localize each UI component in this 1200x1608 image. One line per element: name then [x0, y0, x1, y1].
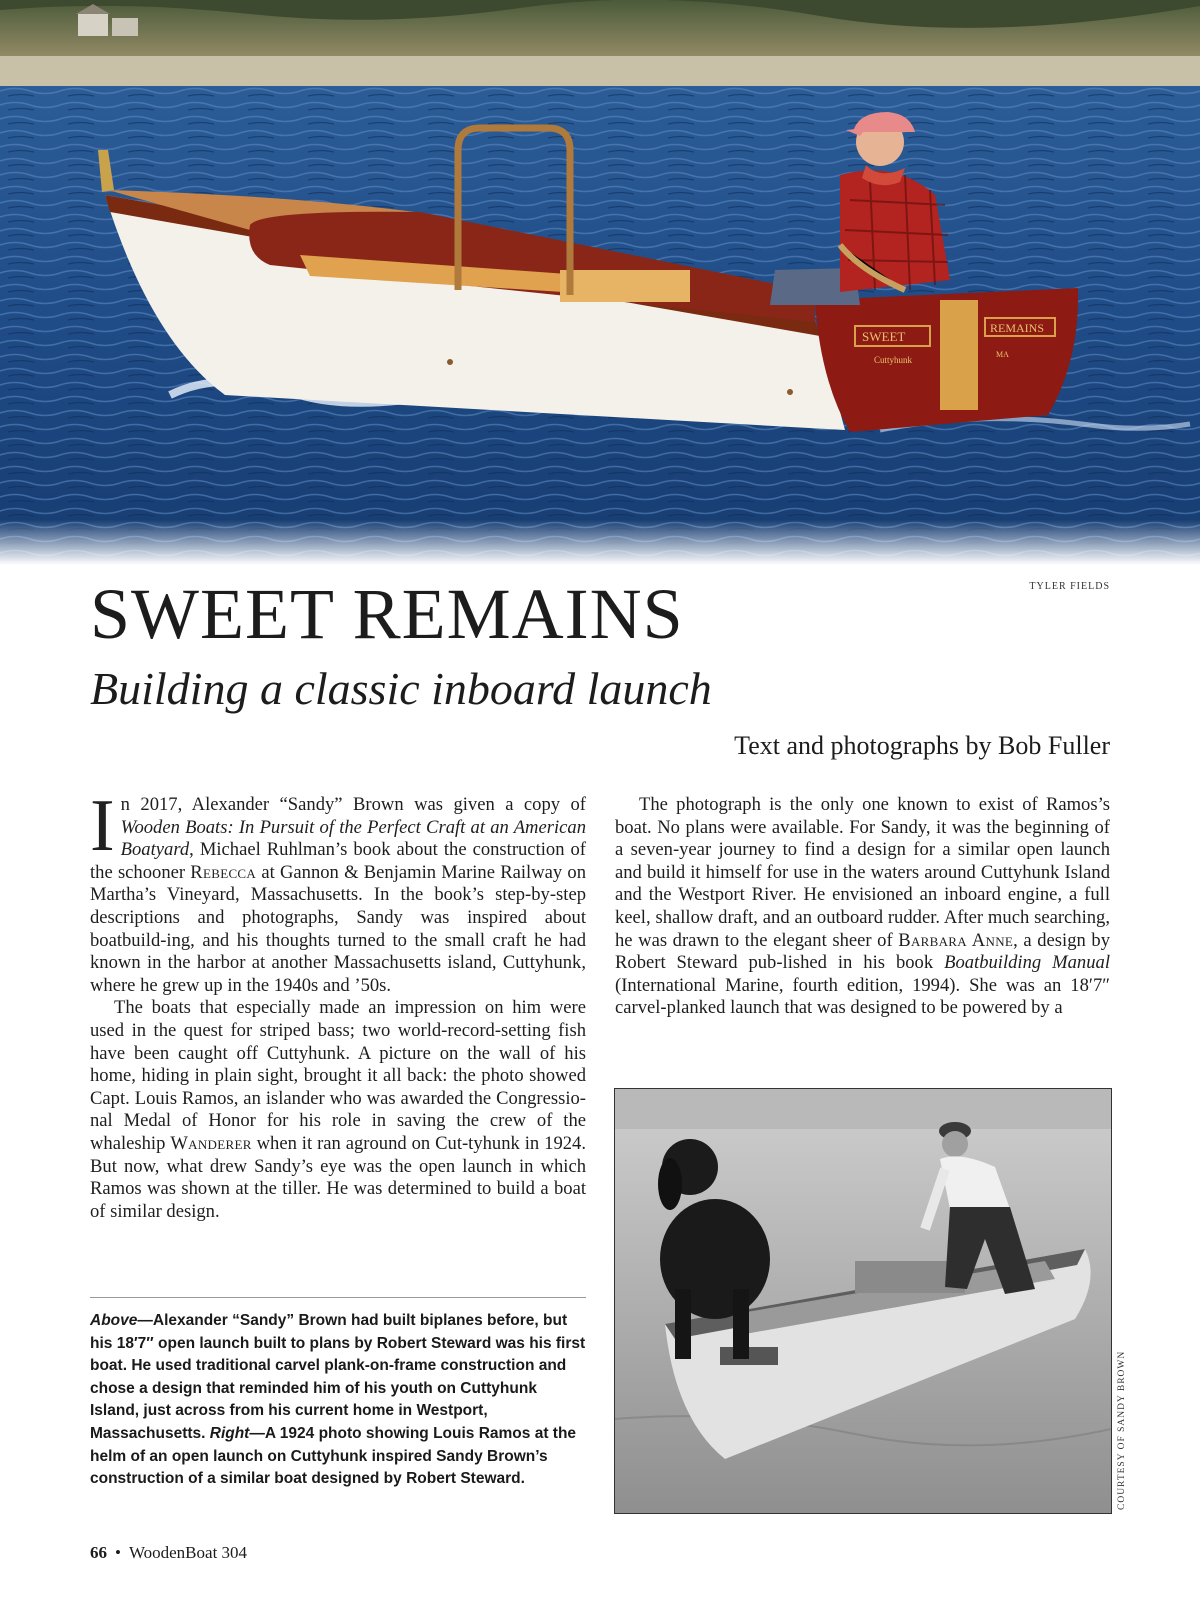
archive-illustration [615, 1089, 1111, 1513]
ship-name-barbara-anne: Barbara Anne [898, 929, 1014, 951]
paragraph-3-text-a: The photograph is the only one known to exist of Ramos’s boat. No plans were available. For Sandy, it was the beginning of a seven-year journey to find a design for a similar open launch and build it himself for use in the waters around Cuttyhunk Island and the Westport River. He envisioned an inboard engine, a full keel, shallow draft, and an outboard rudder. After much searching, he was drawn to the elegant sheer of [615, 794, 1110, 951]
transom-name-2: REMAINS [990, 321, 1045, 335]
book-title-wooden-boats: Wooden Boats: In Pursuit of the Perfect Craft at an American Boatyard [120, 816, 586, 861]
article-byline: Text and photographs by Bob Fuller [734, 731, 1110, 760]
caption-label-above: Above [90, 1312, 138, 1329]
paragraph-1 [90, 785, 586, 997]
article-title: SWEET REMAINS [90, 574, 684, 654]
paragraph-1-text-c: at Gannon & Benjamin Marine Railway on Martha’s Vineyard, Massachusetts. In the book’s step-by-step descriptions and photographs, Sandy was inspired about boatbuild-ing, and his thoughts turned to the small craft he had known in the harbor at another Massachusetts island, Cuttyhunk, where he grew up in the 1940s and ’50s. [90, 861, 586, 996]
transom-state: MA [996, 350, 1009, 359]
photo-caption [90, 1310, 586, 1491]
publication-name: WoodenBoat 304 [128, 1543, 248, 1562]
transom-port: Cuttyhunk [874, 355, 913, 365]
paragraph-2 [90, 997, 586, 1223]
caption-divider [90, 1297, 586, 1298]
body-column-right [615, 794, 1110, 1020]
page-number: 66 [90, 1543, 107, 1562]
body-column-left [90, 785, 586, 1223]
drop-cap: I [90, 785, 115, 867]
paragraph-1-text-b: , Michael Ruhlman’s book about the construction of the schooner [90, 839, 586, 883]
ship-name-wanderer: Wanderer [170, 1132, 252, 1154]
ship-name-rebecca: Rebecca [190, 861, 257, 883]
paragraph-3-text-b: , a design by Robert Steward pub-lished in his book [615, 929, 1110, 974]
archive-photo-credit: COURTESY OF SANDY BROWN [1117, 1350, 1127, 1510]
paragraph-3-text-c: (International Marine, fourth edition, 1994). She was an 18′7″ carvel-planked launch that was designed to be powered by a [615, 974, 1110, 1019]
transom-name: SWEET [862, 329, 906, 344]
caption-text-right: —A 1924 photo showing Louis Ramos at the helm of an open launch on Cuttyhunk inspired Sandy Brown’s construction of a similar boat designed by Robert Steward. [90, 1424, 577, 1488]
caption-text-above: —Alexander “Sandy” Brown had built biplanes before, but his 18′7″ open launch built to plans by Robert Steward was his first boat. He used traditional carvel plank-on-frame construction and chose a design that reminded him of his youth on Cuttyhunk Island, just across from his current home in Westport, Massachusetts. [90, 1312, 586, 1442]
page-footer [90, 1543, 247, 1563]
archive-photo-1924 [614, 1088, 1112, 1514]
hero-illustration [0, 0, 1200, 565]
hero-photo [0, 0, 1200, 565]
paragraph-1-text-a: n 2017, Alexander “Sandy” Brown was given a copy of [120, 794, 586, 815]
article-subtitle: Building a classic inboard launch [90, 663, 712, 714]
footer-separator: • [115, 1543, 121, 1562]
book-title-boatbuilding-manual: Boatbuilding Manual [944, 952, 1110, 974]
hero-photo-credit: TYLER FIELDS [1029, 581, 1110, 592]
caption-label-right: Right [209, 1424, 250, 1442]
paragraph-2-text-b: when it ran aground on Cut-tyhunk in 1924. But now, what drew Sandy’s eye was the open launch in which Ramos was shown at the tiller. He was determined to build a boat of similar design. [90, 1132, 586, 1222]
paragraph-3 [615, 794, 1110, 1020]
paragraph-2-text-a: The boats that especially made an impression on him were used in the quest for striped bass; two world-record-setting fish have been caught off Cuttyhunk. A picture on the wall of his home, hiding in plain sight, brought it all back: the photo showed Capt. Louis Ramos, an islander who was awarded the Congressio-nal Medal of Honor for his role in saving the crew of the whaleship [90, 997, 586, 1154]
